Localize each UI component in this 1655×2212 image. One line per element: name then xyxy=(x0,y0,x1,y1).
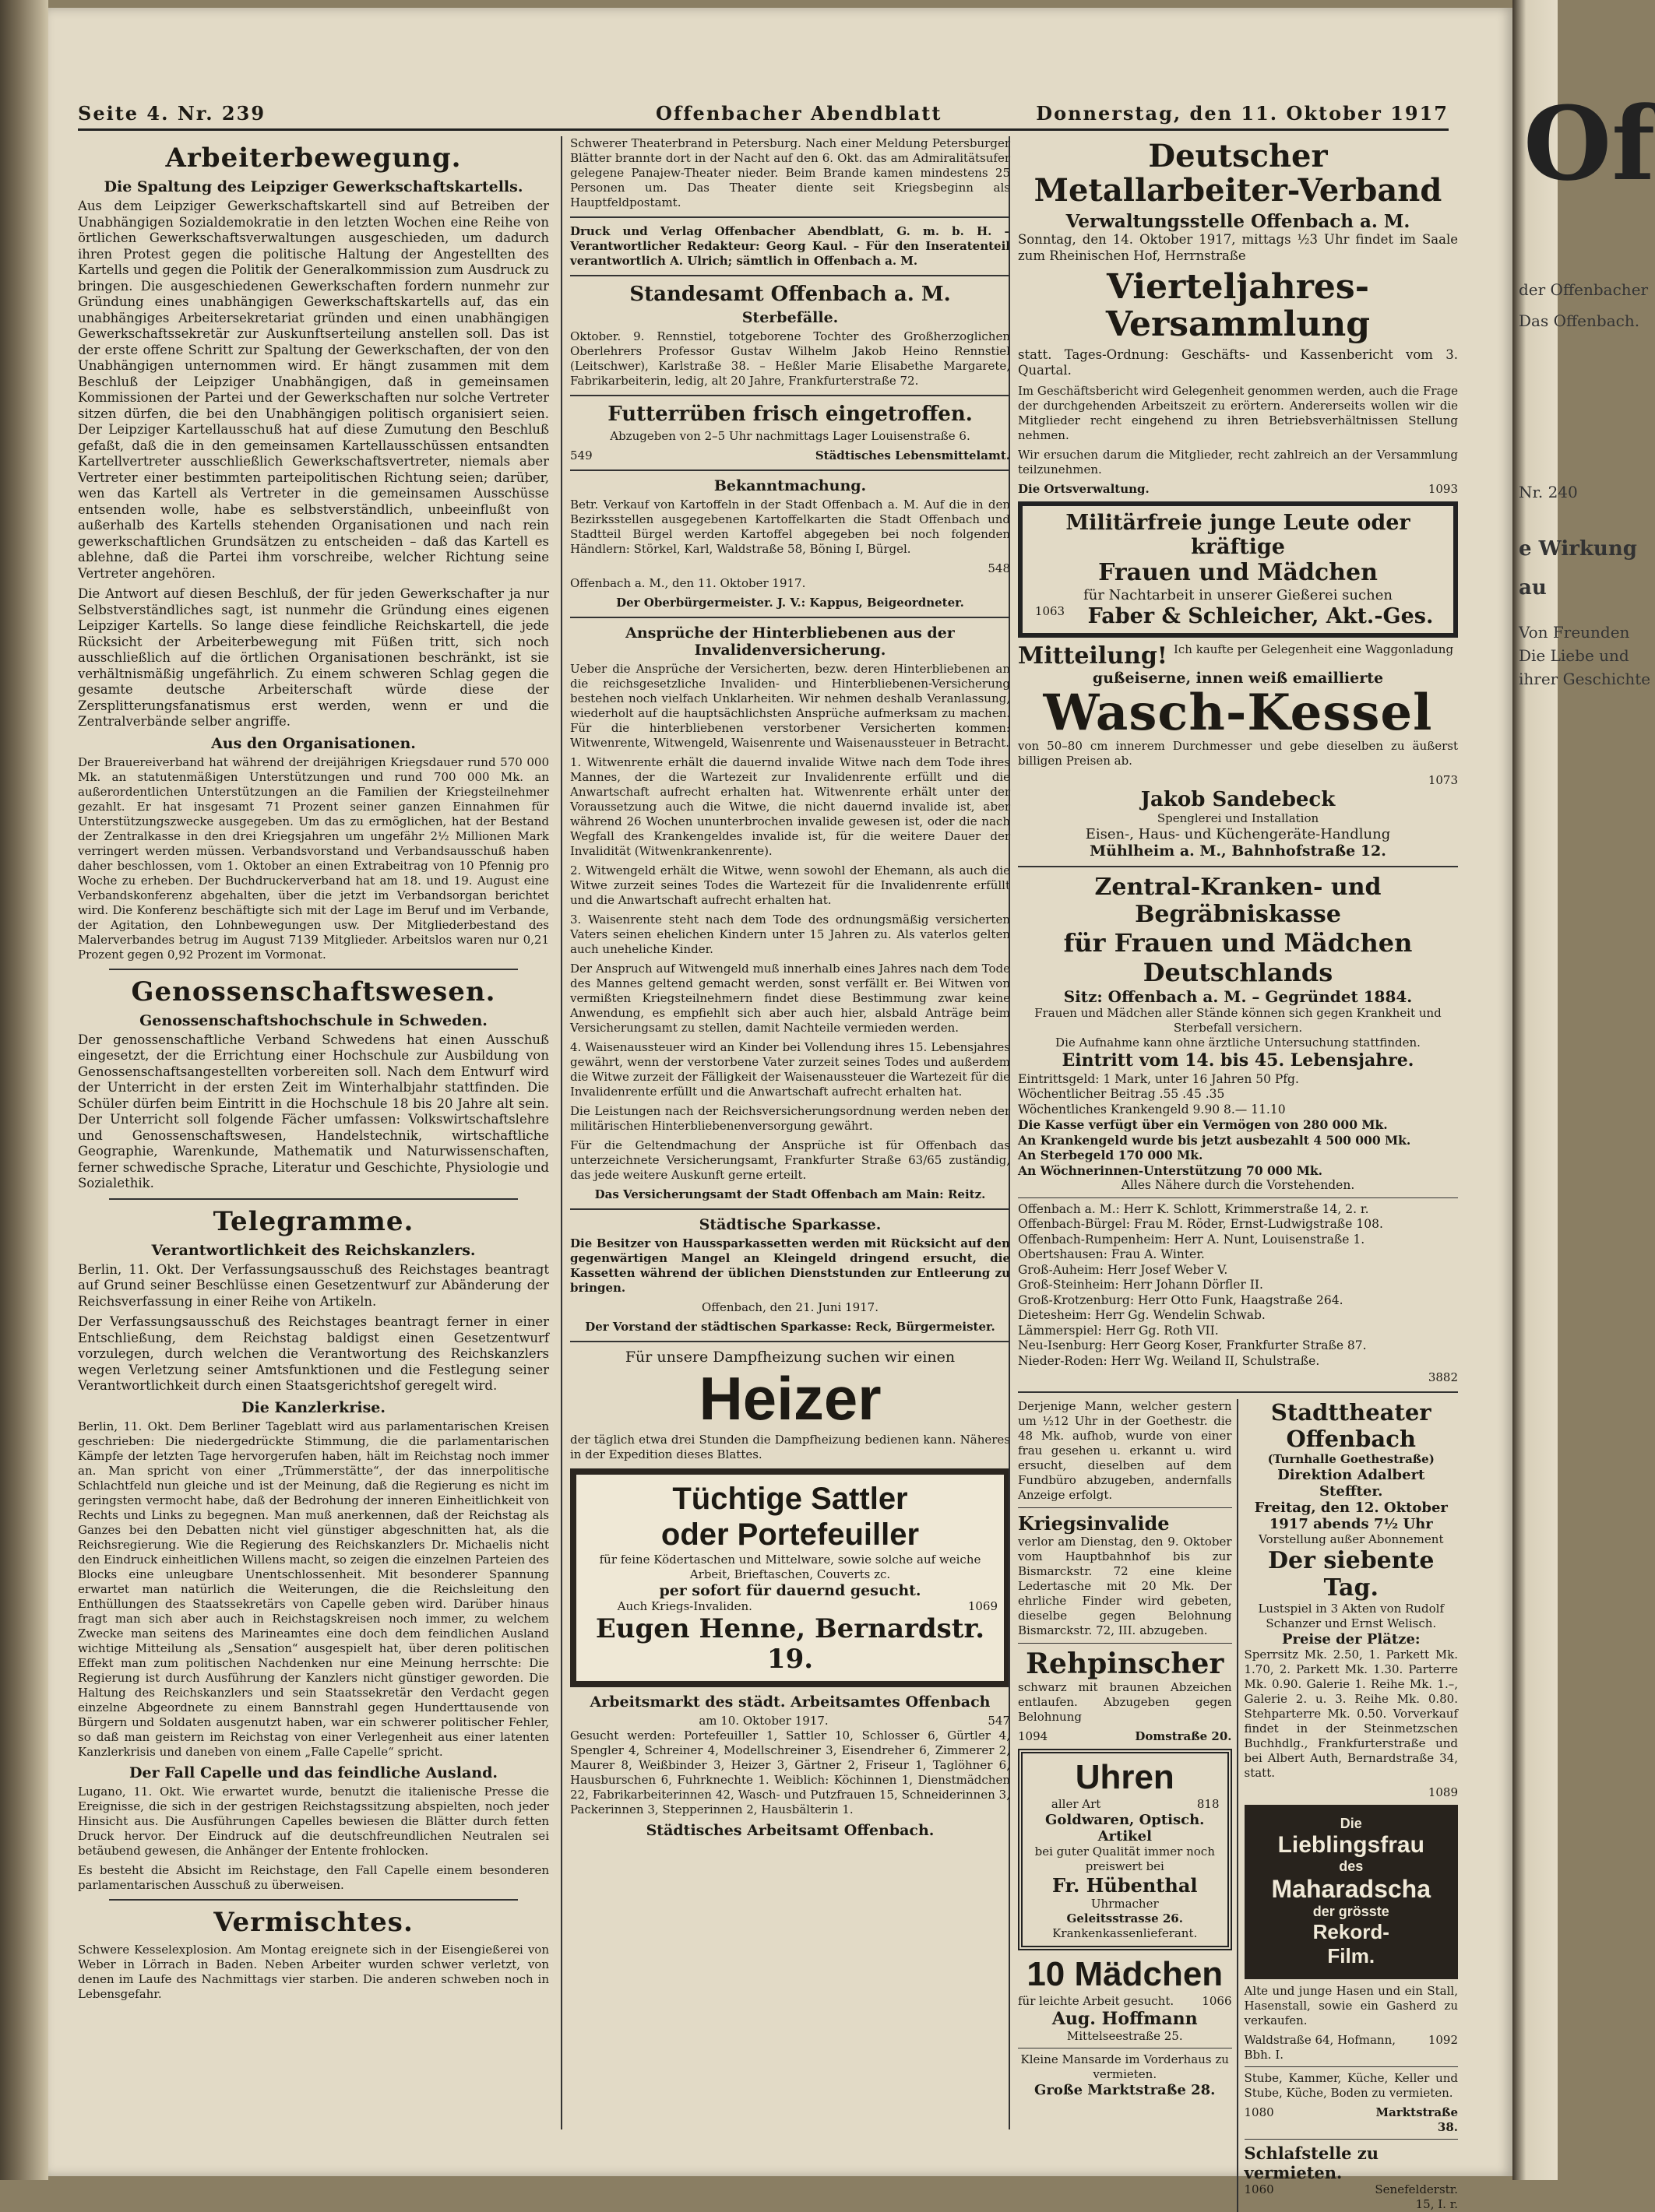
ad-number: 1060 xyxy=(1244,2182,1274,2197)
krankenkasse-addresses xyxy=(1018,1202,1458,1370)
film-ad xyxy=(1245,1805,1459,1979)
theater-direction: Direktion Adalbert Steffter. xyxy=(1277,1467,1425,1500)
krankenkasse-age: Eintritt vom 14. bis 45. Lebensjahre. xyxy=(1062,1050,1414,1071)
article-subtitle: Die Spaltung des Leipziger Gewerkschaftskartells. xyxy=(104,178,523,195)
article-paragraph: Aus dem Leipziger Gewerkschaftskartell sind auf Betreiben der Unabhängigen Sozialdemokratie in den letzten Wochen eine Reihe von örtlichen Gewerkschaftsverwaltungen ausgeschieden, um dadurch ihren Protest gegen die politische Haltung der Angestellten des Kartells und gegen die Politik der Generalkommission zum Ausdruck zu bringen. Die ausgeschiedenen Gewerkschaften fordern nunmehr zur Gründung eines unabhängigen Gewerkschaftskartells auf, das ein unabhängiges Arbeitersekretariat gründen und einen unabhängigen Gewerkschaftssekretär zur Auskunftserteilung anstellen soll. Das ist der erste offene Schritt zur Spaltung der Gewerkschaften, der von den Unabhängigen unternommen wird. Er hängt zusammen mit dem Beschluß der Leipziger Unabhängigen, daß in gemeinsamen Kommissionen der Partei und der Gewerkschaften nur solche Vertreter sitzen dürfen, die bei den Unabhängigen politisch organisiert seien. Der Leipziger Kartellausschuß hat auf diese Zumutung den Beschluß gefaßt, daß die in den gemeinsamen Kartellausschüssen entsandten Kartellvertreter ausschließlich Gewerkschaftsvertreter, niemals aber Vertreter einer bestimmten parteipolitischen Richtung seien; darüber, wen das Kartell als Vertreter in die gemeinsamen Ausschüsse entsenden wolle, habe es selbstverständlich, unbeeinflußt von außerhalb des Kartells stehenden Organisationen und nach rein gewerkschaftlichen Grundsätzen zu entscheiden – daß das Kartell es ablehne, daß die Partei ihm vorschreibe, welcher Richtung seine Vertreter angehören. xyxy=(78,199,549,581)
divider xyxy=(1018,1507,1232,1508)
standesamt-title: Standesamt Offenbach a. M. xyxy=(629,283,951,306)
rehpinscher-footer xyxy=(1018,1729,1232,1744)
next-page-fragment: Von Freunden xyxy=(1519,623,1630,642)
theater-title: Stadttheater Offenbach xyxy=(1270,1399,1431,1453)
hasen-text: Alte und junge Hasen und ein Stall, Hasenstall, sowie ein Gasherd zu verkaufen. xyxy=(1244,1984,1458,2028)
rehpinscher-address: Domstraße 20. xyxy=(1135,1729,1232,1744)
uhren-text-2: Goldwaren, Optisch. Artikel xyxy=(1045,1812,1205,1845)
next-page-fragment: e Wirkung xyxy=(1519,537,1637,561)
film-line-7: Film. xyxy=(1327,1944,1375,1968)
ansprueche-item: 3. Waisenrente steht nach dem Tode des ordnungsmäßig versicherten Vaters seinen ehelichen Kindern unter 15 Jahren zu. Als vaterlos gelten auch uneheliche Kinder. xyxy=(570,913,1010,956)
film-line-6: Rekord- xyxy=(1312,1920,1389,1944)
page-header xyxy=(78,97,1449,131)
divider xyxy=(570,216,1010,218)
kriegsinvalide-title: Kriegsinvalide xyxy=(1018,1512,1170,1535)
book-binding xyxy=(0,0,48,2180)
sattler-firm: Eugen Henne, Bernardstr. 19. xyxy=(595,1612,985,1675)
list-item: Groß-Steinheim: Herr Johann Dörfler II. xyxy=(1018,1278,1263,1292)
stube-text: Stube, Kammer, Küche, Keller und Stube, Küche, Boden zu vermieten. xyxy=(1244,2071,1458,2101)
film-line-5: der grösste xyxy=(1312,1904,1389,1920)
mitteilung-subtitle: gußeiserne, innen weiß emaillierte xyxy=(1092,669,1384,687)
section-title-genossenschaftswesen: Genossenschaftswesen. xyxy=(131,976,496,1008)
article-paragraph: Der genossenschaftliche Verband Schwedens hat einen Ausschuß eingesetzt, der die Errichtung einer Hochschule zur Ausbildung von Genossenschaftsangestellten vorbereiten soll. Nach dem Entwurf wird der Unterricht in der ersten Zeit im Winterhalbjahr stattfinden. Die Schüler dürfen beim Eintritt in die Hochschule 18 bis 20 Jahre alt sein. Der Unterricht soll folgende Fächer umfassen: Volkswirtschaftslehre und Genossenschaftswesen, Handelstechnik, wirtschaftliche Geographie, Warenkunde, Mathematik und Naturwissenschaften, ferner schwedische Sprache, Literatur und Geschichte, Physiologie und Sozialethik. xyxy=(78,1032,549,1190)
column-2 xyxy=(561,136,1010,2129)
next-page-edge xyxy=(1512,0,1655,2180)
standesamt-text: Oktober. 9. Rennstiel, totgeborene Tochter des Großherzoglichen Oberlehrers Professor Gustav Wilhelm Jakob Heino Rennstiel (Leitschwer), Karlstraße 38. – Heßler Marie Elisabethe Margarete, Fabrikarbeiterin, ledig, alt 20 Jahre, Frankfurterstraße 72. xyxy=(570,329,1010,388)
uhren-firm-2: Uhrmacher xyxy=(1090,1897,1159,1911)
sparkasse-title: Städtische Sparkasse. xyxy=(699,1216,882,1233)
lost-money-notice: Derjenige Mann, welcher gestern um ½12 Uhr in der Goethestr. die 48 Mk. aufhob, wurde von einer frau gesehen u. erkannt u. wird ersucht, dieselben auf dem Fundbüro abzugeben, andernfalls Anzeige erfolgt. xyxy=(1018,1399,1232,1503)
divider xyxy=(109,1198,518,1200)
futter-footer xyxy=(570,448,1010,463)
krankenkasse-text-2: Die Aufnahme kann ohne ärztliche Untersuchung stattfinden. xyxy=(1055,1035,1421,1050)
futter-title: Futterrüben frisch eingetroffen. xyxy=(607,403,973,426)
uhren-text-3: bei guter Qualität immer noch preiswert bei xyxy=(1034,1845,1215,1874)
uhren-address-2: Krankenkassenlieferant. xyxy=(1052,1926,1198,1941)
krankenkasse-seat: Sitz: Offenbach a. M. – Gegründet 1884. xyxy=(1063,986,1413,1006)
film-line-1: Die xyxy=(1340,1816,1362,1832)
divider xyxy=(570,275,1010,276)
list-item: Obertshausen: Frau A. Winter. xyxy=(1018,1247,1205,1262)
ansprueche-signature: Das Versicherungsamt der Stadt Offenbach am Main: Reitz. xyxy=(594,1187,986,1201)
bekanntmachung-signature: Der Oberbürgermeister. J. V.: Kappus, Beigeordneter. xyxy=(616,596,964,610)
krankenkasse-text: Frauen und Mädchen aller Stände können sich gegen Krankheit und Sterbefall versichern. xyxy=(1034,1005,1442,1035)
article-paragraph: Der Brauereiverband hat während der dreijährigen Kriegsdauer rund 570 000 Mk. an statutenmäßigen Unterstützungen und rund 700 000 Mk. an außerordentlichen Unterstützungen an die Familien der Kriegsteilnehmer gezahlt. Er hat insgesamt 71 Prozent seiner ganzen Einnahmen für Unterstützungszwecke ausgegeben. Um das zu ermöglichen, hat der Bestand der Zentralkasse in den drei Kriegsjahren um ungefähr 2½ Millionen Mark verringert werden müssen. Verbandsvorstand und Verbandsausschuß haben daher beschlossen, vom 1. Oktober an einen Extrabeitrag von 10 Pfennig pro Woche zu erheben. Der Buchdruckerverband hat am 18. und 19. August eine Verbandskonferenz abgehalten, über die jetzt im Verbandsorgan berichtet wird. Die Konferenz beschäftigte sich mit der Lage im Beruf und im Verbande, der Agitation, den Lohnbewegungen usw. Der Mitgliederbestand des Malerverbandes betrug im August 7139 Mitglieder. Arbeitslos waren nur 0,21 Prozent gegen 0,92 Prozent im Vormonat. xyxy=(78,754,549,962)
divider xyxy=(570,1341,1010,1342)
schlafstelle-title: Schlafstelle zu vermieten. xyxy=(1244,2143,1379,2183)
uhren-title: Uhren xyxy=(1075,1758,1174,1797)
militaerfreie-footer xyxy=(1030,604,1445,628)
classifieds-grid xyxy=(1018,1399,1458,2212)
futter-text: Abzugeben von 2–5 Uhr nachmittags Lager Louisenstraße 6. xyxy=(610,429,970,443)
dmv-text-3: Im Geschäftsbericht wird Gelegenheit genommen werden, auch die Frage der durchgehenden Arbeitszeit zu erörtern. Andererseits wollen wir die Mitglieder recht eingehend zu ihren Betriebsverhältnissen Stellung nehmen. xyxy=(1018,383,1459,442)
schlafstelle-address: Senefelderstr. 15, I. r. xyxy=(1375,2182,1458,2212)
maedchen-address: Mittelseestraße 25. xyxy=(1066,2029,1183,2044)
sattler-headline-1: Tüchtige Sattler xyxy=(672,1481,908,1516)
ad-number: 1073 xyxy=(1428,772,1458,787)
heizer-headline: Heizer xyxy=(699,1364,882,1433)
dmv-text-2: statt. Tages-Ordnung: Geschäfts- und Kassenbericht vom 3. Quartal. xyxy=(1018,346,1458,378)
ad-number: 547 xyxy=(988,1713,1010,1728)
stube-footer xyxy=(1245,2105,1459,2135)
article-paragraph: Schwere Kesselexplosion. Am Montag ereignete sich in der Eisengießerei von Weber in Lörrach in Baden. Neben Arbeiter wurden schwer verletzt, von denen im Laufe des Nachmittags vier starben. Die anderen schweben noch in Lebensgefahr. xyxy=(78,1942,549,2001)
ad-number: 548 xyxy=(988,561,1010,575)
article-paragraph: Berlin, 11. Okt. Dem Berliner Tageblatt wird aus parlamentarischen Kreisen geschrieben: Die niedergedrückte Stimmung, die die parlamentarischen Kämpfe der letzten Tage hervorgerufen haben, hält im Reichstag noch immer an. Man spricht von einer „Trümmerstätte“, der das innerpolitische Schlachtfeld nun gleiche und ist der Meinung, daß die Regierung es nicht im geringsten vermocht habe, daß der Bedrohung der inneren Einheitlichkeit von Rechts und Links zu begegnen. Man muß anerkennen, daß der Reichstag als Ganzes bei den Debatten nicht viel günstiger abgeschnitten hat, als die Reichsregierung. Wie die Regierung des Reichskanzlers Dr. Michaelis nicht den Eindruck einheitlichen Willens macht, so zeigen die einzelnen Parteien des Blocks eine unleugbare Unentschlossenheit. Mit besonderer Spannung erwartet man natürlich die Weiterungen, die die Reichsleitung den Enthüllungen des Staatssekretärs von Capelle geben wird. Darüber hinaus fragt man sich aber auch in Reichstagskreisen noch immer, zu welchem Zwecke man seitens des Marineamtes eine doch dem feindlichen Ausland wichtige Mitteilung als „Sensation“ ausgespielt hat, über deren politischen Effekt man zum politischen Nachdenken nur eine Meinung herrschte: Die Regierung ist durch Ausführung der Kanzlers nicht günstiger geworden. Die Haltung des Reichskanzlers und sein Staatssekretär den Verdacht gegen einzelne Abgeordnete zu einem Bannstrahl gegen Hunderttausende von Bürgern und Soldaten ausgenutzt haben, war ein schwerer politischer Fehler, so daß man geistern im Reichstag von einer Verlegenheit aus einer latenten Kanzlerkrisis und daneben von einem „Falle Capelle“ spricht. xyxy=(78,1419,549,1759)
section-title-arbeiterbewegung: Arbeiterbewegung. xyxy=(165,142,462,174)
maedchen-text: für leichte Arbeit gesucht. xyxy=(1018,1994,1174,2009)
list-item: An Sterbegeld 170 000 Mk. xyxy=(1018,1148,1203,1163)
kriegsinvalide-text: verlor am Dienstag, den 9. Oktober vom Hauptbahnhof bis zur Bismarckstr. 72 eine kleine Ledertasche mit 20 Mk. Der ehrliche Finder wird gebeten, dieselbe gegen Belohnung Bismarckstr. 72, III. abzugeben. xyxy=(1018,1535,1232,1638)
stube-address: Marktstraße 38. xyxy=(1375,2105,1458,2135)
ansprueche-item: Der Anspruch auf Witwengeld muß innerhalb eines Jahres nach dem Tode des Mannes geltend gemacht werden, sonst verfällt er. Bei Witwen von vermißten Kriegsteilnehmern findet diese Bestimmung zwar keine Anwendung, es empfiehlt sich aber auch hier, alsbald Anträge beim Versicherungsamt zu stellen, damit Nachteile vermieden werden. xyxy=(570,962,1010,1035)
mitteilung-firm: Jakob Sandebeck xyxy=(1140,787,1336,811)
standesamt-subtitle: Sterbefälle. xyxy=(741,309,839,326)
mitteilung-firm-3: Eisen-, Haus- und Küchengeräte-Handlung xyxy=(1085,825,1391,842)
ad-number: 3882 xyxy=(1428,1370,1458,1385)
header-date: Donnerstag, den 11. Oktober 1917 xyxy=(1036,102,1449,125)
uhren-text: aller Art xyxy=(1051,1797,1101,1812)
divider xyxy=(109,969,518,970)
film-line-4: Maharadscha xyxy=(1271,1875,1431,1904)
article-paragraph: Lugano, 11. Okt. Wie erwartet wurde, benutzt die italienische Presse die Ereignisse, die sich in der gestrigen Reichstagssitzung abspielten, noch jeder Hinsicht aus. Die Ausführungen Capelles bewiesen die Blätter durch fetten Druck hervor. Der Eindruck auf die deutschfreundlichen Neutralen sei betäubend gewesen, die Anhänger der Entente frohlocken. xyxy=(78,1784,549,1858)
mitteilung-headline: Wasch-Kessel xyxy=(1043,683,1433,742)
section-title-telegramme: Telegramme. xyxy=(213,1205,414,1237)
uhren-address: Geleitsstrasse 26. xyxy=(1066,1911,1183,1926)
next-page-fragment: ihrer Geschichte xyxy=(1519,670,1651,688)
theater-text-2: Lustspiel in 3 Akten von Rudolf Schanzer und Ernst Welisch. xyxy=(1258,1602,1445,1631)
sattler-ad xyxy=(570,1468,1010,1687)
maedchen-firm: Aug. Hoffmann xyxy=(1051,2009,1198,2030)
article-subtitle: Der Fall Capelle und das feindliche Ausland. xyxy=(129,1764,498,1781)
ansprueche-title: Ansprüche der Hinterbliebenen aus der Invalidenversicherung. xyxy=(625,624,955,659)
dmv-subtitle: Verwaltungsstelle Offenbach a. M. xyxy=(1065,211,1410,232)
sparkasse-signature: Der Vorstand der städtischen Sparkasse: Reck, Bürgermeister. xyxy=(585,1320,995,1334)
column-1 xyxy=(78,136,549,2114)
schlafstelle-footer xyxy=(1245,2182,1459,2212)
divider xyxy=(1018,1643,1232,1644)
divider xyxy=(1018,866,1458,867)
futter-signature: Städtisches Lebensmittelamt. xyxy=(815,448,1010,462)
mitteilung-firm-2: Spenglerei und Installation xyxy=(1157,811,1319,825)
maedchen-line xyxy=(1018,1994,1232,2009)
list-item: Wöchentlicher Beitrag .55 .45 .35 xyxy=(1018,1087,1225,1102)
theater-text: Vorstellung außer Abonnement xyxy=(1259,1532,1444,1547)
arbeitsmarkt-text: Gesucht werden: Portefeuiller 1, Sattler 10, Schlosser 6, Gürtler 4, Spengler 4, Schreiner 4, Modellschreiner 3, Eisendreher 6, Zimmerer 2, Maurer 8, Weißbinder 3, Heizer 3, Gärtner 2, Friseur 1, Taglöhner 6, Hausburschen 6, Fuhrknechte 1. Weiblich: Köchinnen 1, Dienstmädchen 22, Fabrikarbeiterinnen 42, Wasch- und Putzfrauen 15, Schneiderinnen 3, Packerinnen 3, Stepperinnen 2, Hausbälterin 1. xyxy=(570,1728,1010,1816)
sattler-text: für feine Ködertaschen und Mittelware, sowie solche auf weiche Arbeit, Brieftaschen, Couverts zc. xyxy=(599,1552,981,1581)
rehpinscher-title: Rehpinscher xyxy=(1026,1648,1224,1681)
film-line-3: des xyxy=(1339,1859,1364,1875)
theater-prices: Sperrsitz Mk. 2.50, 1. Parkett Mk. 1.70, 2. Parkett Mk. 1.30. Parterre Mk. 0.90. Galerie 1. Reihe Mk. 1.–, Galerie 2. u. 3. Reihe Mk. 0.80. Stehparterre Mk. 0.50. Vorverkauf findet in der Steinmetzschen Buchhdlg., Frankfurterstraße und bei Albert Auth, Bernardstraße 34, statt. xyxy=(1244,1648,1458,1781)
dmv-text-4: Wir ersuchen darum die Mitglieder, recht zahlreich an der Versammlung teilzunehmen. xyxy=(1018,447,1458,477)
sattler-text-3: Auch Kriegs-Invaliden. xyxy=(617,1598,752,1613)
article-paragraph: Ueber die Ansprüche der Versicherten, bezw. deren Hinterbliebenen an die reichsgesetzliche Invaliden- und Hinterbliebenen-Versicherung bestehen noch vielfach Unklarheiten. Wir nehmen deshalb Veranlassung, wiederholt auf die hauptsächlichsten Ansprüche aufmerksam zu machen. Für die hinterbliebenen verstorbener Versicherten kommen: Witwenrente, Witwengeld, Waisenrente und Waisenaussteuer in Betracht. xyxy=(570,662,1010,750)
article-paragraph: Es besteht die Absicht im Reichstage, den Fall Capelle einem besonderen parlamentarischen Ausschuß zu überweisen. xyxy=(78,1862,549,1892)
theater-date: Freitag, den 12. Oktober 1917 abends 7½ Uhr xyxy=(1254,1500,1448,1533)
next-page-fragment: Nr. 240 xyxy=(1519,483,1578,501)
bekanntmachung-text: Betr. Verkauf von Kartoffeln in der Stadt Offenbach a. M. Auf die in den Bezirksstellen ausgegebenen Kartoffelkarten die Stadt Offenbach und Stadtteil Bürgel werden Kartoffel abgegeben bei noch folgenden Händlern: Störkel, Karl, Waldstraße 58, Böning I, Bürgel. xyxy=(570,498,1010,556)
imprint: Druck und Verlag Offenbacher Abendblatt, G. m. b. H. – Verantwortlicher Redakteur: Georg Kaul. – Für den Inseratenteil verantwortlich A. Ulrich; sämtlich in Offenbach a. M. xyxy=(570,224,1010,268)
theater-play: Der siebente Tag. xyxy=(1267,1547,1435,1602)
list-item: Nieder-Roden: Herr Wg. Weiland II, Schulstraße. xyxy=(1018,1353,1320,1368)
dmv-signature: Die Ortsverwaltung. xyxy=(1018,481,1150,496)
bekanntmachung-date: Offenbach a. M., den 11. Oktober 1917. xyxy=(570,576,806,590)
list-item: Offenbach a. M.: Herr K. Schlott, Krimmerstraße 14, 2. r. xyxy=(1018,1201,1369,1216)
sparkasse-date: Offenbach, den 21. Juni 1917. xyxy=(701,1300,879,1314)
hasen-address: Waldstraße 64, Hofmann, Bbh. I. xyxy=(1244,2033,1396,2063)
militaerfreie-ad xyxy=(1018,501,1458,638)
article-paragraph: Berlin, 11. Okt. Der Verfassungsausschuß des Reichstages beantragt auf Grund seiner Beschlüsse einen Gesetzentwurf zur Abänderung der Reichsverfassung in einer Reihe von Artikeln. xyxy=(78,1261,549,1309)
uhren-ad xyxy=(1018,1749,1232,1950)
arbeitsmarkt-date: am 10. Oktober 1917. xyxy=(699,1713,829,1728)
ansprueche-item: 2. Witwengeld erhält die Witwe, wenn sowohl der Ehemann, als auch die Witwe zurzeit seines Todes die Wartezeit für die Invalidenrente erfüllt und die Anwartschaft aufrecht erhalten hat. xyxy=(570,863,1010,907)
militaerfreie-headline-1: Militärfreie junge Leute oder kräftige xyxy=(1065,510,1410,559)
divider xyxy=(1245,2066,1459,2067)
next-page-fragment: au xyxy=(1519,576,1547,600)
list-item: Groß-Krotzenburg: Herr Otto Funk, Haagstraße 264. xyxy=(1018,1292,1343,1307)
heizer-intro: Für unsere Dampfheizung suchen wir einen xyxy=(625,1349,956,1366)
rehpinscher-text: schwarz mit braunen Abzeichen entlaufen. Abzugeben gegen Belohnung xyxy=(1018,1680,1232,1725)
header-page-number: Seite 4. Nr. 239 xyxy=(78,102,266,125)
krankenkasse-headline-1: Zentral-Kranken- und Begräbniskasse xyxy=(1094,873,1382,928)
dmv-footer xyxy=(1018,482,1458,497)
ad-number: 1080 xyxy=(1244,2105,1274,2120)
ad-number: 1094 xyxy=(1018,1729,1048,1744)
list-item: An Krankengeld wurde bis jetzt ausbezahlt 4 500 000 Mk. xyxy=(1018,1132,1411,1148)
divider xyxy=(570,1208,1010,1210)
dmv-headline: Vierteljahres-Versammlung xyxy=(1105,267,1371,345)
column-3 xyxy=(1009,136,1459,2212)
bekanntmachung-title: Bekanntmachung. xyxy=(713,477,867,494)
divider xyxy=(1245,2139,1459,2140)
krankenkasse-headline-2: für Frauen und Mädchen Deutschlands xyxy=(1063,927,1413,987)
divider xyxy=(1018,1197,1458,1198)
sattler-headline-2: oder Portefeuiller xyxy=(660,1517,920,1552)
list-item: Dietesheim: Herr Gg. Wendelin Schwab. xyxy=(1018,1308,1266,1323)
article-paragraph: Schwerer Theaterbrand in Petersburg. Nach einer Meldung Petersburger Blätter brannte dort in der Nacht auf den 6. Okt. das am Admiralitätsufer gelegene Panajew-Theater nieder. Beim Brande kamen mindestens 25 Personen um. Das Theater diente seit Kriegsbeginn als Hauptfeldpostamt. xyxy=(570,136,1010,209)
heizer-text: der täglich etwa drei Stunden die Dampfheizung bedienen kann. Näheres in der Expedition dieses Blattes. xyxy=(570,1432,1010,1461)
sattler-footer xyxy=(583,1599,998,1614)
ad-number: 1069 xyxy=(967,1598,998,1613)
article-subtitle: Genossenschaftshochschule in Schweden. xyxy=(139,1011,488,1029)
ad-number: 1063 xyxy=(1034,603,1065,618)
mitteilung-text-2: von 50–80 cm innerem Durchmesser und gebe dieselben zu äußerst billigen Preisen ab. xyxy=(1018,738,1458,768)
arbeitsmarkt-dateline xyxy=(570,1714,1010,1728)
list-item: An Wöchnerinnen-Unterstützung 70 000 Mk. xyxy=(1018,1162,1323,1178)
article-subtitle: Die Kanzlerkrise. xyxy=(241,1398,386,1416)
ad-number: 818 xyxy=(1196,1797,1220,1812)
mitteilung-firm-4: Mühlheim a. M., Bahnhofstraße 12. xyxy=(1090,842,1386,860)
ad-number: 1093 xyxy=(1428,481,1458,496)
arbeitsmarkt-signature: Städtisches Arbeitsamt Offenbach. xyxy=(646,1821,935,1839)
article-paragraph: Der Verfassungsausschuß des Reichstages beantragt ferner in einer Entschließung, dem Reichstag baldigst einen Gesetzentwurf vorzulegen, durch welchen die Verantwortung des Reichskanzlers wegen Verletzung seiner Amtsfunktionen und die Festlegung seiner Verantwortlichkeit durch einen Staatsgerichtshof geregelt wird. xyxy=(78,1314,549,1393)
ad-number: 549 xyxy=(570,448,593,462)
classifieds-left xyxy=(1018,1399,1238,2212)
ansprueche-item: 4. Waisenaussteuer wird an Kinder bei Vollendung ihres 15. Lebensjahres gewährt, wenn der verstorbene Vater zurzeit seines Todes und außerdem die Witwe zurzeit der Fälligkeit der Waisenaussteuer die Wartezeit für die Invalidenrente erfüllt und die Anwartschaft aufrecht erhalten hat. xyxy=(570,1040,1010,1099)
section-title-vermischtes: Vermischtes. xyxy=(213,1906,414,1938)
ad-number: 1089 xyxy=(1428,1785,1458,1800)
dmv-title: Deutscher Metallarbeiter-Verband xyxy=(1033,138,1442,209)
divider xyxy=(570,617,1010,618)
ad-number: 1066 xyxy=(1202,1994,1232,2009)
hasen-footer xyxy=(1245,2033,1459,2063)
uhren-line xyxy=(1030,1797,1220,1812)
article-paragraph: Für die Geltendmachung der Ansprüche ist für Offenbach das unterzeichnete Versicherungsamt, Frankfurter Straße 63/65 zuständig, das jede weitere Auskunft gerne erteilt. xyxy=(570,1138,1010,1182)
ad-number: 1092 xyxy=(1428,2033,1458,2048)
krankenkasse-rates xyxy=(1018,1072,1458,1194)
article-subtitle: Verantwortlichkeit des Reichskanzlers. xyxy=(151,1241,476,1259)
list-item: Alles Nähere durch die Vorstehenden. xyxy=(1121,1178,1355,1193)
ansprueche-item: 1. Witwenrente erhält die dauernd invalide Witwe nach dem Tode ihres Mannes, der die Wartezeit zur Invalidenrente erfüllt und die Anwartschaft aufrecht erhalten hat. Witwenrente erhält unter der Voraussetzung auch die Witwe, die nicht dauernd invalide ist, aber während 26 Wochen ununterbrochen invalide gewesen ist, oder die nach Wegfall des Krankengeldes invalide ist, für die weitere Dauer der Invalidität (Witwenkrankenrente). xyxy=(570,755,1010,858)
article-paragraph: Die Antwort auf diesen Beschluß, der für jeden Gewerkschafter ja nur Selbstverständliches sagt, ist nunmehr die Gründung eines eigenen Leipziger Kartells. So lange diese feindliche Reichskartell, die jede Rücksicht der Arbeiterbewegung mit Füßen tritt, sich noch ausschließlich auf die örtlichen Organisationen beschränkt, ist sie verhältnismäßig ungefährlich. Zu einem schweren Schlag gegen die gesamte deutsche Arbeiterschaft würde diese der Zersplitterungsfanatismus erst werden, wenn er und die Zentralverbände selber angriffe. xyxy=(78,586,549,729)
militaerfreie-text: für Nachtarbeit in unserer Gießerei suchen xyxy=(1083,586,1393,603)
next-page-fragment: Die Liebe und xyxy=(1519,646,1629,665)
arbeitsmarkt-title: Arbeitsmarkt des städt. Arbeitsamtes Offenbach xyxy=(590,1693,991,1711)
maedchen-headline: 10 Mädchen xyxy=(1026,1955,1224,1994)
list-item: Groß-Auheim: Herr Josef Weber V. xyxy=(1018,1262,1228,1277)
film-line-2: Lieblingsfrau xyxy=(1277,1832,1424,1859)
divider xyxy=(1018,1391,1458,1393)
list-item: Die Kasse verfügt über ein Vermögen von 280 000 Mk. xyxy=(1018,1117,1388,1133)
list-item: Wöchentliches Krankengeld 9.90 8.— 11.10 xyxy=(1018,1102,1286,1117)
mitteilung-header xyxy=(1018,642,1458,670)
next-page-fragment: der Offenbacher xyxy=(1519,280,1649,299)
militaerfreie-headline-2: Frauen und Mädchen xyxy=(1098,558,1378,586)
divider xyxy=(109,1899,518,1901)
mitteilung-title: Mitteilung! xyxy=(1018,642,1167,670)
uhren-firm: Fr. Hübenthal xyxy=(1051,1874,1198,1897)
divider xyxy=(570,469,1010,471)
divider xyxy=(570,395,1010,396)
list-item: Neu-Isenburg: Herr Georg Koser, Frankfurter Straße 87. xyxy=(1018,1338,1367,1353)
mansarde-text: Kleine Mansarde im Vorderhaus zu vermieten. xyxy=(1020,2052,1229,2082)
list-item: Lämmerspiel: Herr Gg. Roth VII. xyxy=(1018,1323,1219,1338)
header-masthead: Offenbacher Abendblatt xyxy=(656,102,942,125)
classifieds-right xyxy=(1245,1399,1459,2212)
dmv-text: Sonntag, den 14. Oktober 1917, mittags ½3 Uhr findet im Saale zum Rheinischen Hof, Herrnstraße xyxy=(1018,232,1458,263)
list-item: Offenbach-Rumpenheim: Herr A. Nunt, Louisenstraße 1. xyxy=(1018,1232,1365,1247)
sattler-text-2: per sofort für dauernd gesucht. xyxy=(659,1581,921,1599)
next-page-masthead: Of xyxy=(1523,84,1655,203)
next-page-fragment: Das Offenbach. xyxy=(1519,311,1640,330)
list-item: Offenbach-Bürgel: Frau M. Röder, Ernst-Ludwigstraße 108. xyxy=(1018,1217,1383,1232)
theater-prices-title: Preise der Plätze: xyxy=(1281,1631,1421,1648)
theater-subtitle: (Turnhalle Goethestraße) xyxy=(1267,1452,1435,1467)
sparkasse-text: Die Besitzer von Haussparkassetten werden mit Rücksicht auf den gegenwärtigen Mangel an Kleingeld dringend ersucht, die Kassetten während der üblichen Dienststunden zur Entleerung zu bringen. xyxy=(570,1236,1010,1295)
newspaper-page xyxy=(48,8,1512,2212)
mitteilung-text: Ich kaufte per Gelegenheit eine Waggonladung xyxy=(1173,642,1454,656)
militaerfreie-firm: Faber & Schleicher, Akt.-Ges. xyxy=(1087,603,1434,628)
article-paragraph: Die Leistungen nach der Reichsversicherungsordnung werden neben der militärischen Hinterbliebenenversorgung gewährt. xyxy=(570,1104,1010,1133)
list-item: Eintrittsgeld: 1 Mark, unter 16 Jahren 50 Pfg. xyxy=(1018,1071,1299,1086)
mansarde-address: Große Marktstraße 28. xyxy=(1034,2082,1216,2099)
article-subtitle: Aus den Organisationen. xyxy=(211,734,416,752)
